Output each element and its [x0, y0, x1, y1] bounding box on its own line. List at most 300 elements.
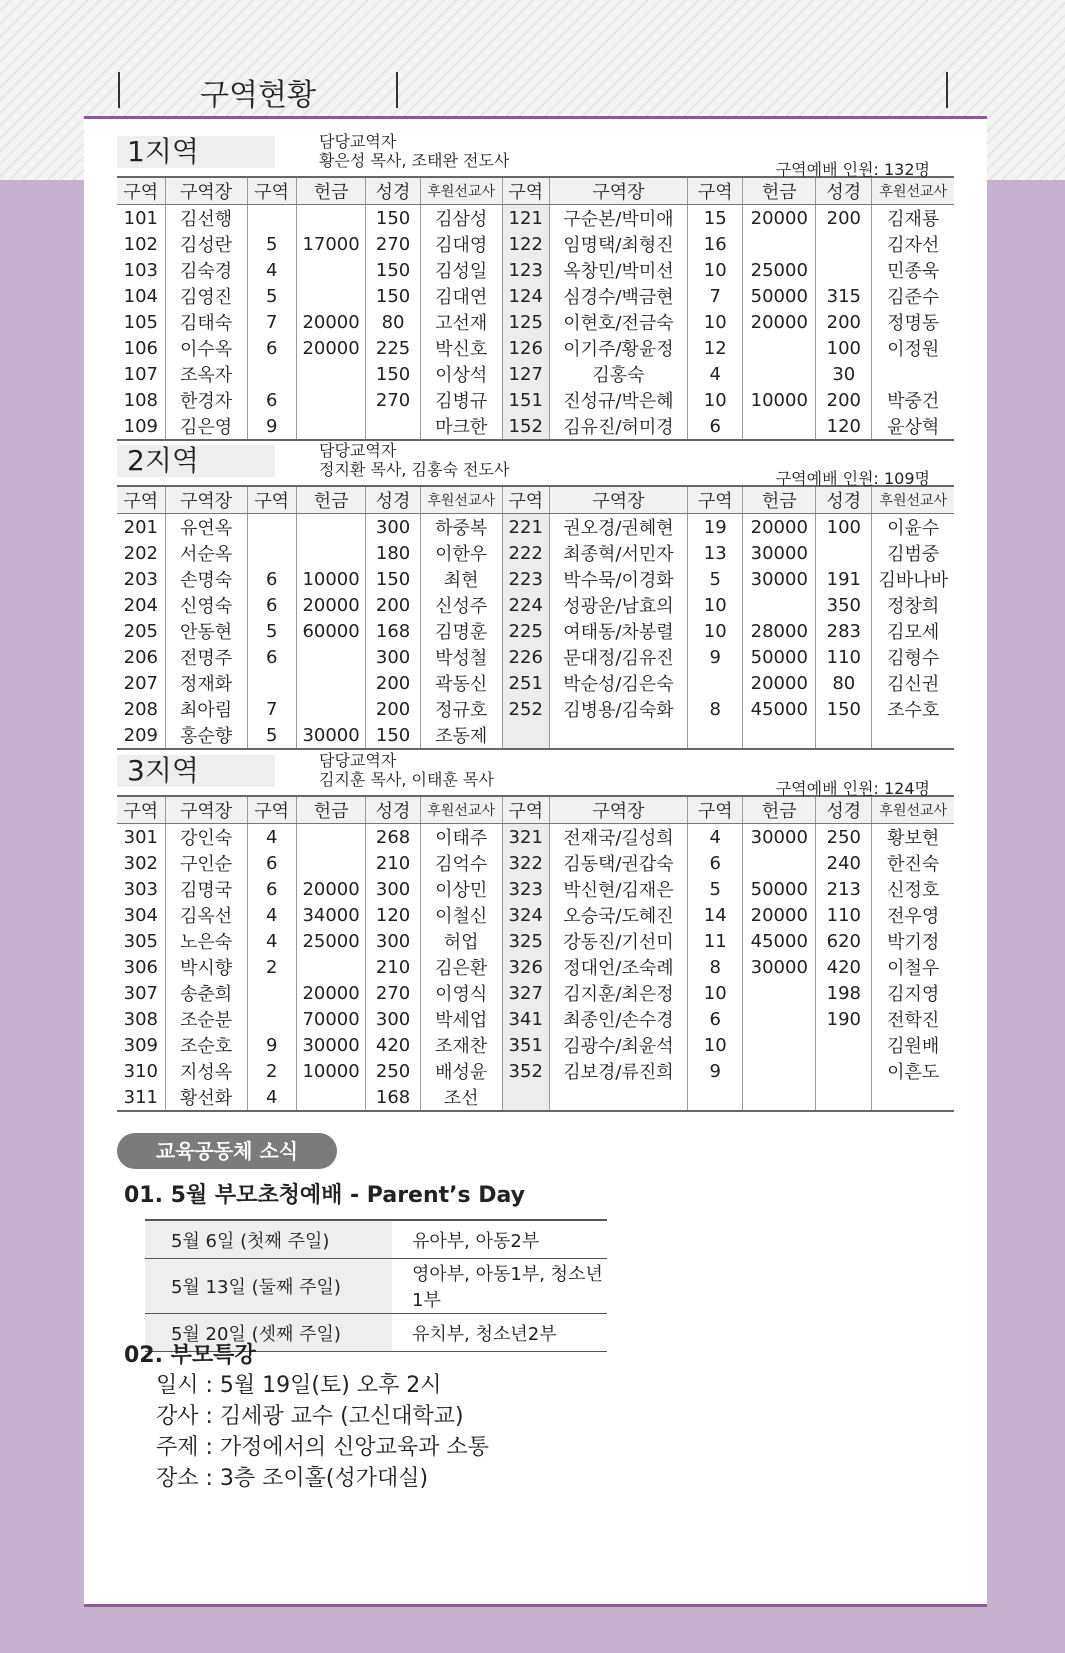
cell-bible: 315: [816, 283, 872, 309]
cell-group-no: 121: [502, 205, 549, 232]
cell-bible: 150: [366, 205, 420, 232]
cell-group-leader: 서순옥: [165, 540, 247, 566]
parent-day-groups: 유치부, 청소년2부: [392, 1314, 607, 1352]
cell-missionary: [872, 722, 954, 749]
cell-group-count: 8: [688, 954, 743, 980]
cell-group-count: 6: [247, 592, 296, 618]
cell-bible: 168: [366, 618, 420, 644]
parent-day-title: 01. 5월 부모초청예배 - Parent’s Day: [124, 1183, 526, 1208]
cell-bible: 30: [816, 361, 872, 387]
region-block: [117, 132, 954, 441]
table-row: [117, 257, 954, 283]
cell-group-count: 9: [688, 1058, 743, 1084]
cell-missionary: 김형수: [872, 644, 954, 670]
cell-group-leader: 박시향: [165, 954, 247, 980]
cell-group-leader: 구인순: [165, 850, 247, 876]
cell-missionary: 이정원: [872, 335, 954, 361]
cell-missionary: 김대영: [420, 231, 502, 257]
cell-group-no: 201: [123, 516, 158, 538]
cell-group-no: 203: [123, 568, 158, 590]
cell-group-count: [247, 540, 296, 566]
cell-group-no: 310: [123, 1060, 158, 1082]
cell-missionary: 조재찬: [420, 1032, 502, 1058]
cell-missionary: 박기정: [872, 928, 954, 954]
cell-group-count: 10: [688, 1032, 743, 1058]
cell-group-count: 9: [247, 1032, 296, 1058]
region-leaders: [319, 441, 509, 479]
col-header-group-no: 구역: [502, 796, 549, 824]
cell-group-count: 12: [688, 335, 743, 361]
cell-offering: [296, 257, 366, 283]
cell-group-leader: 김태숙: [165, 309, 247, 335]
cell-group-leader: 김숙경: [165, 257, 247, 283]
cell-group-count: [247, 514, 296, 541]
table-row: [117, 902, 954, 928]
cell-group-no: 208: [123, 698, 158, 720]
cell-group-leader: 황선화: [165, 1084, 247, 1111]
table-row: [117, 980, 954, 1006]
cell-bible: 150: [366, 283, 420, 309]
cell-bible: 198: [816, 980, 872, 1006]
cell-group-count: 10: [688, 980, 743, 1006]
table-row: [117, 928, 954, 954]
cell-group-count: [247, 205, 296, 232]
cell-group-no: 305: [123, 930, 158, 952]
cell-group-leader: 김은영: [165, 413, 247, 440]
cell-bible: 110: [816, 644, 872, 670]
cell-bible: 620: [816, 928, 872, 954]
cell-group-no: 327: [502, 980, 549, 1006]
cell-bible: 150: [366, 566, 420, 592]
cell-bible: 300: [366, 876, 420, 902]
cell-bible: 190: [816, 1006, 872, 1032]
cell-group-leader: 한경자: [165, 387, 247, 413]
cell-missionary: 김대연: [420, 283, 502, 309]
cell-offering: 17000: [296, 231, 366, 257]
cell-group-count: 2: [247, 954, 296, 980]
cell-group-leader: 조순호: [165, 1032, 247, 1058]
cell-bible: 240: [816, 850, 872, 876]
region-name: 2지역: [117, 445, 275, 477]
cell-bible: 100: [816, 335, 872, 361]
cell-bible: 283: [816, 618, 872, 644]
news-badge: 교육공동체 소식: [117, 1133, 337, 1169]
cell-bible: [816, 722, 872, 749]
cell-group-leader: 조옥자: [165, 361, 247, 387]
table-row: [117, 205, 954, 232]
lecture-details: [156, 1370, 489, 1494]
cell-missionary: 신정호: [872, 876, 954, 902]
col-header-offering: 헌금: [296, 486, 366, 514]
cell-missionary: 이한우: [420, 540, 502, 566]
cell-offering: [296, 514, 366, 541]
cell-group-leader: 박수묵/이경화: [549, 566, 687, 592]
table-row: [117, 954, 954, 980]
cell-group-leader: 최종혁/서민자: [549, 540, 687, 566]
cell-group-no: 323: [502, 876, 549, 902]
cell-group-leader: 진성규/박은혜: [549, 387, 687, 413]
cell-group-count: 13: [688, 540, 743, 566]
cell-missionary: 김재룡: [872, 205, 954, 232]
attendance-count: 구역예배 인원: 132명: [775, 160, 930, 179]
cell-offering: [743, 1032, 816, 1058]
cell-group-count: 11: [688, 928, 743, 954]
cell-group-count: 4: [247, 257, 296, 283]
cell-offering: 30000: [743, 954, 816, 980]
cell-group-leader: 전재국/길성희: [549, 824, 687, 851]
cell-missionary: 김원배: [872, 1032, 954, 1058]
cell-group-leader: 노은숙: [165, 928, 247, 954]
cell-group-leader: 강동진/기선미: [549, 928, 687, 954]
cell-group-no: 204: [123, 594, 158, 616]
cell-bible: 180: [366, 540, 420, 566]
cell-group-leader: 임명택/최형진: [549, 231, 687, 257]
cell-group-no: 107: [123, 363, 158, 385]
cell-group-count: 16: [688, 231, 743, 257]
table-row: [117, 361, 954, 387]
cell-group-leader: [549, 1084, 687, 1111]
col-header-group-no: 구역: [502, 486, 549, 514]
cell-group-no: 223: [502, 566, 549, 592]
header-divider: [118, 72, 120, 108]
header-row: [117, 177, 954, 205]
cell-group-leader: 송춘희: [165, 980, 247, 1006]
cell-group-no: 101: [123, 207, 158, 229]
cell-bible: 168: [366, 1084, 420, 1111]
cell-group-no: 307: [123, 982, 158, 1004]
cell-group-no: 152: [502, 413, 549, 440]
cell-missionary: 허업: [420, 928, 502, 954]
cell-group-count: [688, 670, 743, 696]
cell-offering: [743, 722, 816, 749]
cell-missionary: 김자선: [872, 231, 954, 257]
cell-offering: 20000: [296, 309, 366, 335]
cell-bible: 150: [366, 257, 420, 283]
cell-group-count: 10: [688, 592, 743, 618]
cell-group-count: 4: [247, 928, 296, 954]
cell-group-leader: 지성옥: [165, 1058, 247, 1084]
cell-offering: [296, 361, 366, 387]
cell-offering: 20000: [743, 205, 816, 232]
region-leaders: [319, 132, 509, 170]
cell-bible: 270: [366, 980, 420, 1006]
footer-rule: [84, 1604, 987, 1607]
cell-offering: 25000: [296, 928, 366, 954]
cell-group-leader: 안동현: [165, 618, 247, 644]
cell-offering: [743, 980, 816, 1006]
header-divider: [946, 72, 948, 108]
cell-group-leader: 성광운/남효의: [549, 592, 687, 618]
cell-offering: 30000: [296, 1032, 366, 1058]
cell-group-count: 4: [247, 1084, 296, 1111]
lecture-line: 주제 : 가정에서의 신앙교육과 소통: [156, 1435, 489, 1460]
cell-group-no: 226: [502, 644, 549, 670]
cell-missionary: 김준수: [872, 283, 954, 309]
cell-missionary: 이철우: [872, 954, 954, 980]
cell-missionary: 김신권: [872, 670, 954, 696]
cell-offering: 30000: [743, 566, 816, 592]
cell-group-no: 326: [502, 954, 549, 980]
cell-missionary: 정창희: [872, 592, 954, 618]
cell-group-leader: 김광수/최윤석: [549, 1032, 687, 1058]
cell-missionary: 전우영: [872, 902, 954, 928]
cell-group-count: 5: [247, 618, 296, 644]
cell-group-count: 15: [688, 205, 743, 232]
cell-group-count: 6: [247, 850, 296, 876]
table-row: [117, 670, 954, 696]
cell-group-leader: 이기주/황윤정: [549, 335, 687, 361]
cell-offering: 50000: [743, 283, 816, 309]
col-header-group-leader: 구역장: [549, 177, 687, 205]
cell-offering: [743, 361, 816, 387]
cell-group-no: 301: [123, 826, 158, 848]
cell-group-no: 306: [123, 956, 158, 978]
cell-group-no: 103: [123, 259, 158, 281]
cell-group-leader: 여태동/차봉렬: [549, 618, 687, 644]
cell-bible: 250: [366, 1058, 420, 1084]
cell-group-leader: 이현호/전금숙: [549, 309, 687, 335]
col-header-group-no: 구역: [117, 796, 165, 824]
cell-group-count: 5: [688, 566, 743, 592]
col-header-missionary: 후원선교사: [872, 796, 954, 824]
cell-group-count: 10: [688, 618, 743, 644]
cell-bible: 210: [366, 850, 420, 876]
cell-offering: [296, 644, 366, 670]
cell-group-leader: 김성란: [165, 231, 247, 257]
cell-group-count: 8: [688, 696, 743, 722]
cell-missionary: 이상민: [420, 876, 502, 902]
cell-missionary: 곽동신: [420, 670, 502, 696]
region-header: [117, 132, 954, 179]
cell-bible: 200: [366, 670, 420, 696]
cell-group-count: 6: [247, 644, 296, 670]
cell-group-leader: 권오경/권혜현: [549, 514, 687, 541]
leader-names: 김지훈 목사, 이태훈 목사: [319, 770, 494, 789]
cell-offering: [296, 850, 366, 876]
cell-group-no: 122: [502, 231, 549, 257]
cell-group-count: 4: [688, 824, 743, 851]
cell-group-count: 6: [247, 876, 296, 902]
cell-group-count: [247, 1006, 296, 1032]
cell-bible: [816, 540, 872, 566]
col-header-group-leader: 구역장: [165, 177, 247, 205]
cell-group-no: 222: [502, 540, 549, 566]
cell-group-leader: 김명국: [165, 876, 247, 902]
cell-group-no: 309: [123, 1034, 158, 1056]
col-header-group-count: 구역: [247, 177, 296, 205]
leader-label: 담당교역자: [319, 132, 397, 151]
cell-offering: 60000: [296, 618, 366, 644]
table-row: [117, 413, 954, 440]
cell-group-no: 205: [123, 620, 158, 642]
cell-group-leader: 심경수/백금현: [549, 283, 687, 309]
cell-bible: [816, 1058, 872, 1084]
cell-group-no: 351: [502, 1032, 549, 1058]
col-header-missionary: 후원선교사: [420, 796, 502, 824]
cell-group-no: 209: [117, 722, 165, 749]
region-block: [117, 441, 954, 750]
cell-group-count: 19: [688, 514, 743, 541]
cell-group-no: 207: [123, 672, 158, 694]
lecture-line: 장소 : 3층 조이홀(성가대실): [156, 1466, 429, 1491]
cell-missionary: 김병규: [420, 387, 502, 413]
cell-group-no: 322: [502, 850, 549, 876]
cell-group-no: 123: [502, 257, 549, 283]
table-row: [117, 231, 954, 257]
cell-offering: 30000: [743, 824, 816, 851]
cell-offering: 70000: [296, 1006, 366, 1032]
cell-group-count: 10: [688, 257, 743, 283]
cell-missionary: 신성주: [420, 592, 502, 618]
col-header-offering: 헌금: [743, 486, 816, 514]
cell-missionary: 박중건: [872, 387, 954, 413]
cell-group-leader: 김유진/허미경: [549, 413, 687, 440]
col-header-group-count: 구역: [247, 486, 296, 514]
cell-bible: 200: [366, 696, 420, 722]
cell-group-count: 2: [247, 1058, 296, 1084]
cell-bible: 350: [816, 592, 872, 618]
col-header-offering: 헌금: [743, 177, 816, 205]
table-row: [117, 618, 954, 644]
cell-missionary: 이흔도: [872, 1058, 954, 1084]
col-header-group-no: 구역: [502, 177, 549, 205]
cell-missionary: 박성철: [420, 644, 502, 670]
cell-offering: [743, 592, 816, 618]
cell-missionary: 이영식: [420, 980, 502, 1006]
group-table: [117, 485, 954, 750]
cell-missionary: 이태주: [420, 824, 502, 851]
parent-day-date: 5월 13일 (둘째 주일): [145, 1259, 392, 1314]
cell-missionary: 김성일: [420, 257, 502, 283]
cell-group-count: 9: [688, 644, 743, 670]
cell-group-leader: 강인숙: [165, 824, 247, 851]
cell-group-no: 252: [502, 696, 549, 722]
cell-group-leader: 김홍숙: [549, 361, 687, 387]
cell-group-no: 125: [502, 309, 549, 335]
cell-group-leader: 김병용/김숙화: [549, 696, 687, 722]
col-header-group-count: 구역: [688, 177, 743, 205]
cell-group-count: [688, 1084, 743, 1111]
cell-bible: 268: [366, 824, 420, 851]
cell-missionary: 김바나바: [872, 566, 954, 592]
cell-group-leader: 이수옥: [165, 335, 247, 361]
cell-missionary: 김모세: [872, 618, 954, 644]
cell-missionary: 최현: [420, 566, 502, 592]
cell-missionary: 조수호: [872, 696, 954, 722]
cell-group-count: 10: [688, 387, 743, 413]
table-row: [117, 824, 954, 851]
cell-bible: 210: [366, 954, 420, 980]
cell-bible: 200: [816, 205, 872, 232]
cell-bible: 270: [366, 231, 420, 257]
cell-group-no: 303: [123, 878, 158, 900]
table-row: [117, 644, 954, 670]
cell-group-count: 7: [247, 309, 296, 335]
parent-day-row: [145, 1220, 607, 1259]
cell-missionary: 박세업: [420, 1006, 502, 1032]
cell-bible: 110: [816, 902, 872, 928]
cell-offering: 10000: [743, 387, 816, 413]
cell-group-no: 126: [502, 335, 549, 361]
col-header-group-no: 구역: [117, 177, 165, 205]
cell-offering: [296, 670, 366, 696]
cell-missionary: 김범중: [872, 540, 954, 566]
attendance-count: 구역예배 인원: 124명: [775, 779, 930, 798]
cell-group-no: 225: [502, 618, 549, 644]
cell-group-leader: 구순본/박미애: [549, 205, 687, 232]
cell-offering: 50000: [743, 644, 816, 670]
cell-offering: [296, 824, 366, 851]
cell-group-no: 224: [502, 592, 549, 618]
cell-group-leader: 김동택/권갑숙: [549, 850, 687, 876]
cell-group-count: 14: [688, 902, 743, 928]
cell-missionary: 민종욱: [872, 257, 954, 283]
cell-offering: [296, 954, 366, 980]
cell-missionary: 김억수: [420, 850, 502, 876]
group-table: [117, 795, 954, 1112]
cell-group-no: 109: [117, 413, 165, 440]
region-block: [117, 751, 954, 1112]
col-header-missionary: 후원선교사: [420, 177, 502, 205]
cell-offering: 20000: [296, 876, 366, 902]
col-header-group-count: 구역: [247, 796, 296, 824]
cell-bible: 150: [366, 361, 420, 387]
cell-group-no: 151: [502, 387, 549, 413]
cell-missionary: 김지영: [872, 980, 954, 1006]
cell-group-count: [688, 722, 743, 749]
col-header-bible: 성경: [366, 177, 420, 205]
col-header-group-no: 구역: [117, 486, 165, 514]
cell-missionary: 박신호: [420, 335, 502, 361]
cell-group-leader: 전명주: [165, 644, 247, 670]
table-row: [117, 514, 954, 541]
cell-missionary: 한진숙: [872, 850, 954, 876]
region-name: 1지역: [117, 136, 275, 168]
cell-offering: 20000: [743, 514, 816, 541]
col-header-missionary: 후원선교사: [420, 486, 502, 514]
cell-missionary: 이철신: [420, 902, 502, 928]
cell-group-count: [247, 980, 296, 1006]
header-divider: [396, 72, 398, 108]
cell-missionary: 전학진: [872, 1006, 954, 1032]
cell-group-leader: 김지훈/최은정: [549, 980, 687, 1006]
region-header: [117, 751, 954, 798]
region-header: [117, 441, 954, 488]
cell-group-count: 7: [247, 696, 296, 722]
cell-group-count: 6: [247, 566, 296, 592]
cell-offering: 25000: [743, 257, 816, 283]
cell-group-count: [247, 361, 296, 387]
cell-offering: 20000: [296, 980, 366, 1006]
cell-missionary: 김삼성: [420, 205, 502, 232]
parent-day-row: [145, 1259, 607, 1314]
cell-offering: 20000: [743, 902, 816, 928]
cell-group-leader: 조순분: [165, 1006, 247, 1032]
cell-group-count: 4: [247, 902, 296, 928]
cell-offering: [296, 283, 366, 309]
cell-group-no: 311: [117, 1084, 165, 1111]
group-table: [117, 176, 954, 441]
cell-group-no: 202: [123, 542, 158, 564]
cell-group-no: 106: [123, 337, 158, 359]
cell-offering: 30000: [743, 540, 816, 566]
cell-group-leader: 최종인/손수경: [549, 1006, 687, 1032]
cell-group-leader: 옥창민/박미선: [549, 257, 687, 283]
col-header-offering: 헌금: [296, 177, 366, 205]
cell-offering: 10000: [296, 566, 366, 592]
cell-group-no: 206: [123, 646, 158, 668]
cell-group-leader: 최아림: [165, 696, 247, 722]
